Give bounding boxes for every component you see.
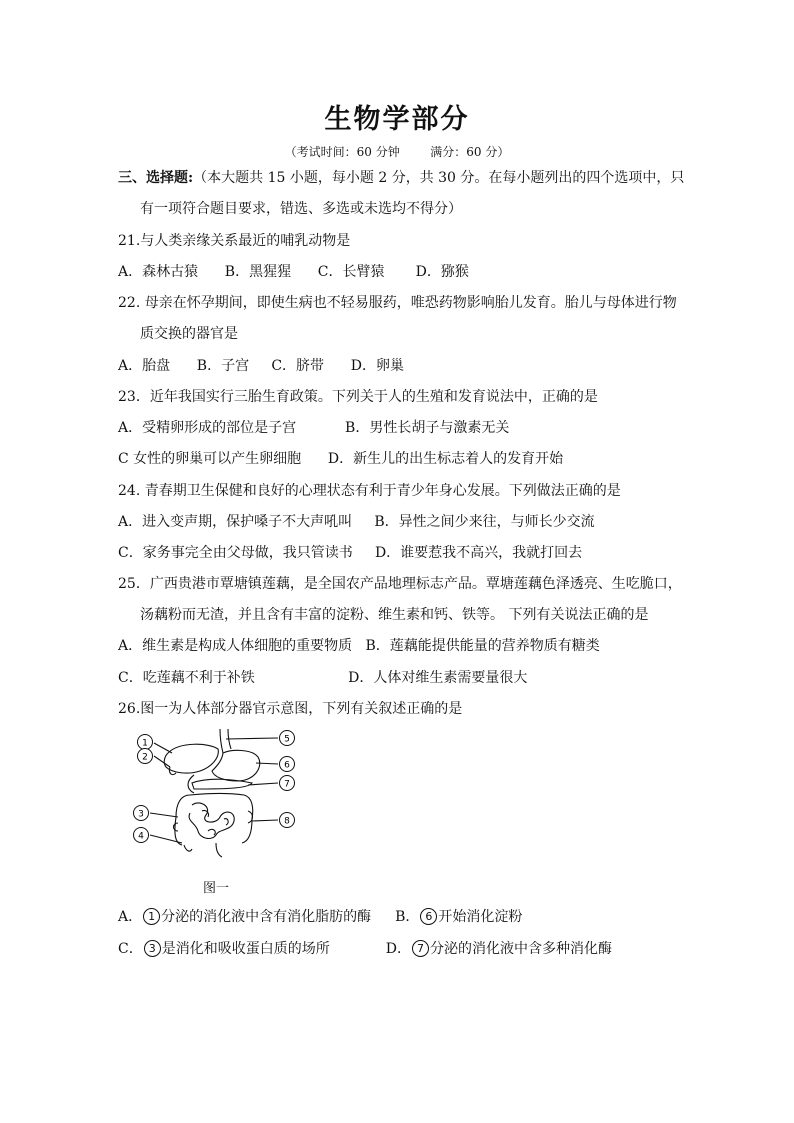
q26-option-b-text: 开始消化淀粉: [438, 909, 523, 925]
q24-options-cd: C．家务事完全由父母做，我只管读书 D．谁要惹我不高兴，我就打回去: [118, 545, 583, 561]
q21-options: A．森林古猿 B．黑猩猩 C．长臂猿 D．猕猴: [118, 264, 469, 280]
section-instructions-cont: 有一项符合题目要求，错选、多选或未选均不得分）: [140, 201, 462, 217]
small-intestine-shape: [189, 803, 234, 839]
q25-options-cd: C．吃莲藕不利于补铁 D．人体对维生素需要量很大: [118, 670, 528, 686]
label-7: 7: [284, 779, 290, 790]
exam-info: （考试时间：60 分钟 满分：60 分）: [284, 145, 510, 159]
label-7-marker: [280, 776, 295, 791]
label-2: 2: [142, 752, 148, 763]
label-5-marker: [280, 731, 295, 746]
label-5: 5: [284, 734, 290, 745]
label-3-marker: [134, 806, 149, 821]
label-4-marker: [134, 828, 149, 843]
label-6-marker: [280, 757, 295, 772]
q26-option-a-number: 1: [143, 908, 160, 925]
q21-stem: 21.与人类亲缘关系最近的哺乳动物是: [118, 233, 351, 249]
q26-option-c-text: 是消化和吸收蛋白质的场所: [161, 941, 330, 957]
section-heading: [118, 169, 684, 187]
label-3: 3: [138, 809, 144, 820]
q22-stem-cont: 质交换的器官是: [140, 326, 238, 342]
q26-option-b-prefix: B．: [395, 909, 420, 925]
q25-stem: 25．广西贵港市覃塘镇莲藕，是全国农产品地理标志产品。覃塘莲藕色泽透亮、生吃脆口，: [118, 576, 682, 592]
q26-option-d-text: 分泌的消化液中含多种消化酶: [429, 941, 612, 957]
q23-options-cd: C 女性的卵巢可以产生卵细胞 D．新生儿的出生标志着人的发育开始: [118, 451, 564, 467]
q25-stem-cont: 汤藕粉而无渣，并且含有丰富的淀粉、维生素和钙、铁等。 下列有关说法正确的是: [140, 607, 649, 623]
q26-option-b-number: 6: [420, 908, 437, 925]
q26-option-c-number: 3: [144, 940, 161, 957]
q26-option-d-number: 7: [412, 940, 429, 957]
q26-options-ab: [118, 908, 522, 926]
figure-caption: 图一: [203, 881, 230, 896]
label-1: 1: [142, 738, 148, 749]
label-4: 4: [138, 831, 144, 842]
q26-option-a-text: 分泌的消化液中含有消化脂肪的酶: [161, 909, 372, 925]
q23-options-ab: A．受精卵形成的部位是子宫 B．男性长胡子与激素无关: [118, 420, 510, 436]
label-2-marker: [138, 749, 153, 764]
label-8-marker: [280, 813, 295, 828]
section-label: 三、选择题:: [118, 170, 194, 186]
label-8: 8: [284, 816, 290, 827]
q26-option-d-prefix: D．: [385, 941, 411, 957]
stomach-shape: [212, 750, 260, 781]
digestive-system-diagram: [120, 727, 310, 862]
liver-shape: [164, 744, 218, 773]
q23-stem: 23．近年我国实行三胎生育政策。下列关于人的生殖和发育说法中，正确的是: [118, 389, 598, 405]
q26-stem: 26.图一为人体部分器官示意图，下列有关叙述正确的是: [118, 701, 463, 717]
q22-stem: 22. 母亲在怀孕期间，即使生病也不轻易服药，唯恐药物影响胎儿发育。胎儿与母体进行物: [118, 295, 677, 311]
label-6: 6: [284, 760, 290, 771]
q24-options-ab: A．进入变声期，保护嗓子不大声吼叫 B．异性之间少来往，与师长少交流: [118, 514, 595, 530]
q26-option-a-prefix: A．: [118, 909, 143, 925]
q25-options-ab: A．维生素是构成人体细胞的重要物质 B．莲藕能提供能量的营养物质有糖类: [118, 638, 600, 654]
q22-options: A．胎盘 B．子宫 C．脐带 D．卵巢: [118, 358, 404, 374]
q24-stem: 24. 青春期卫生保健和良好的心理状态有利于青少年身心发展。下列做法正确的是: [118, 483, 621, 499]
label-1-marker: [138, 735, 153, 750]
page-title: 生物学部分: [324, 104, 470, 135]
esophagus-shape: [220, 729, 223, 753]
section-instructions: （本大题共 15 小题，每小题 2 分，共 30 分。在每小题列出的四个选项中，只: [193, 170, 685, 186]
q26-option-c-prefix: C．: [118, 941, 143, 957]
q26-options-cd: [118, 940, 612, 958]
